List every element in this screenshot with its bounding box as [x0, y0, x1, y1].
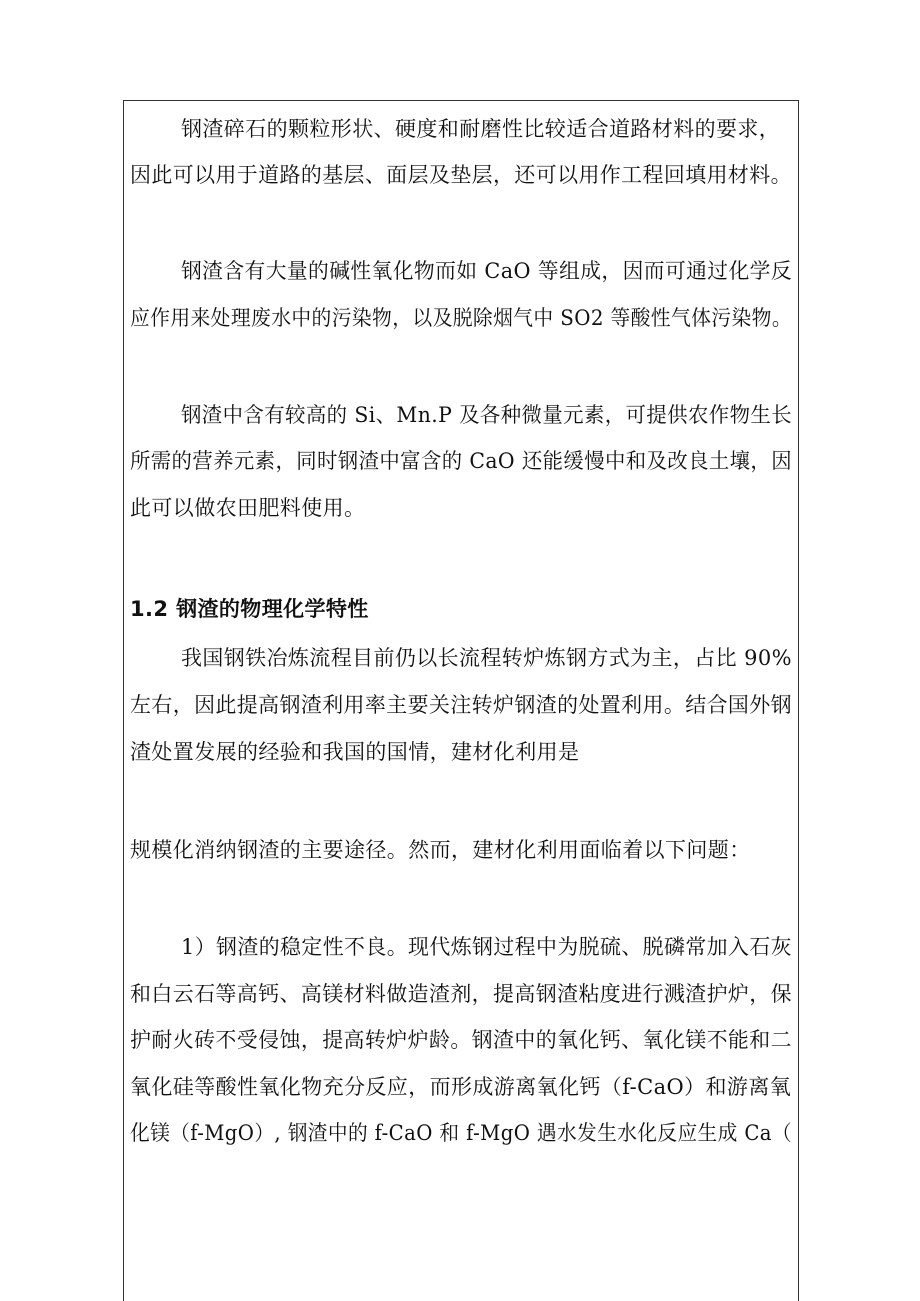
paragraph-line — [124, 1073, 798, 1101]
text-line: 因此可以用于道路的基层、面层及垫层，还可以用作工程回填用材料。 — [130, 163, 792, 187]
paragraph-line — [124, 933, 798, 961]
paragraph-line — [124, 980, 798, 1008]
text-line: 1）钢渣的稳定性不良。现代炼钢过程中为脱硫、脱磷常加入石灰 — [181, 935, 792, 959]
paragraph-line — [124, 304, 798, 332]
text-line: 左右，因此提高钢渣利用率主要关注转炉钢渣的处置利用。结合国外钢 — [130, 693, 792, 717]
text-line: 钢渣碎石的颗粒形状、硬度和耐磨性比较适合道路材料的要求， — [181, 117, 781, 141]
text-line: 化镁（f-MgO）, 钢渣中的 f-CaO 和 f-MgO 遇水发生水化反应生成 Ca（ — [130, 1121, 792, 1145]
text-line: 钢渣含有大量的碱性氧化物而如 CaO 等组成，因而可通过化学反 — [181, 259, 792, 283]
section-heading — [124, 595, 798, 623]
text-line: 钢渣中含有较高的 Si、Mn.P 及各种微量元素，可提供农作物生长 — [181, 403, 792, 427]
paragraph-line — [124, 494, 798, 522]
document-frame — [123, 100, 799, 1301]
paragraph-line — [124, 1026, 798, 1054]
section-heading-text: 1.2 钢渣的物理化学特性 — [130, 597, 369, 621]
paragraph-line — [124, 401, 798, 429]
text-line: 应作用来处理废水中的污染物，以及脱除烟气中 SO2 等酸性气体污染物。 — [130, 306, 792, 330]
paragraph-line — [124, 691, 798, 719]
paragraph-line — [124, 115, 798, 143]
text-line: 和白云石等高钙、高镁材料做造渣剂，提高钢渣粘度进行溅渣护炉，保 — [130, 982, 792, 1006]
paragraph-line — [124, 161, 798, 189]
text-line: 渣处置发展的经验和我国的国情，建材化利用是 — [130, 740, 580, 764]
text-line: 氧化硅等酸性氧化物充分反应，而形成游离氧化钙（f-CaO）和游离氧 — [130, 1075, 792, 1099]
paragraph-line — [124, 447, 798, 475]
paragraph-line — [124, 644, 798, 672]
text-line: 护耐火砖不受侵蚀，提高转炉炉龄。钢渣中的氧化钙、氧化镁不能和二 — [130, 1028, 792, 1052]
paragraph-line — [124, 257, 798, 285]
text-line: 规模化消纳钢渣的主要途径。然而，建材化利用面临着以下问题： — [130, 838, 751, 862]
paragraph-line — [124, 836, 798, 864]
text-line: 我国钢铁冶炼流程目前仍以长流程转炉炼钢方式为主，占比 90% — [181, 646, 792, 670]
text-line: 所需的营养元素，同时钢渣中富含的 CaO 还能缓慢中和及改良土壤，因 — [130, 449, 792, 473]
paragraph-line — [124, 738, 798, 766]
paragraph-line — [124, 1119, 798, 1147]
text-line: 此可以做农田肥料使用。 — [130, 496, 366, 520]
